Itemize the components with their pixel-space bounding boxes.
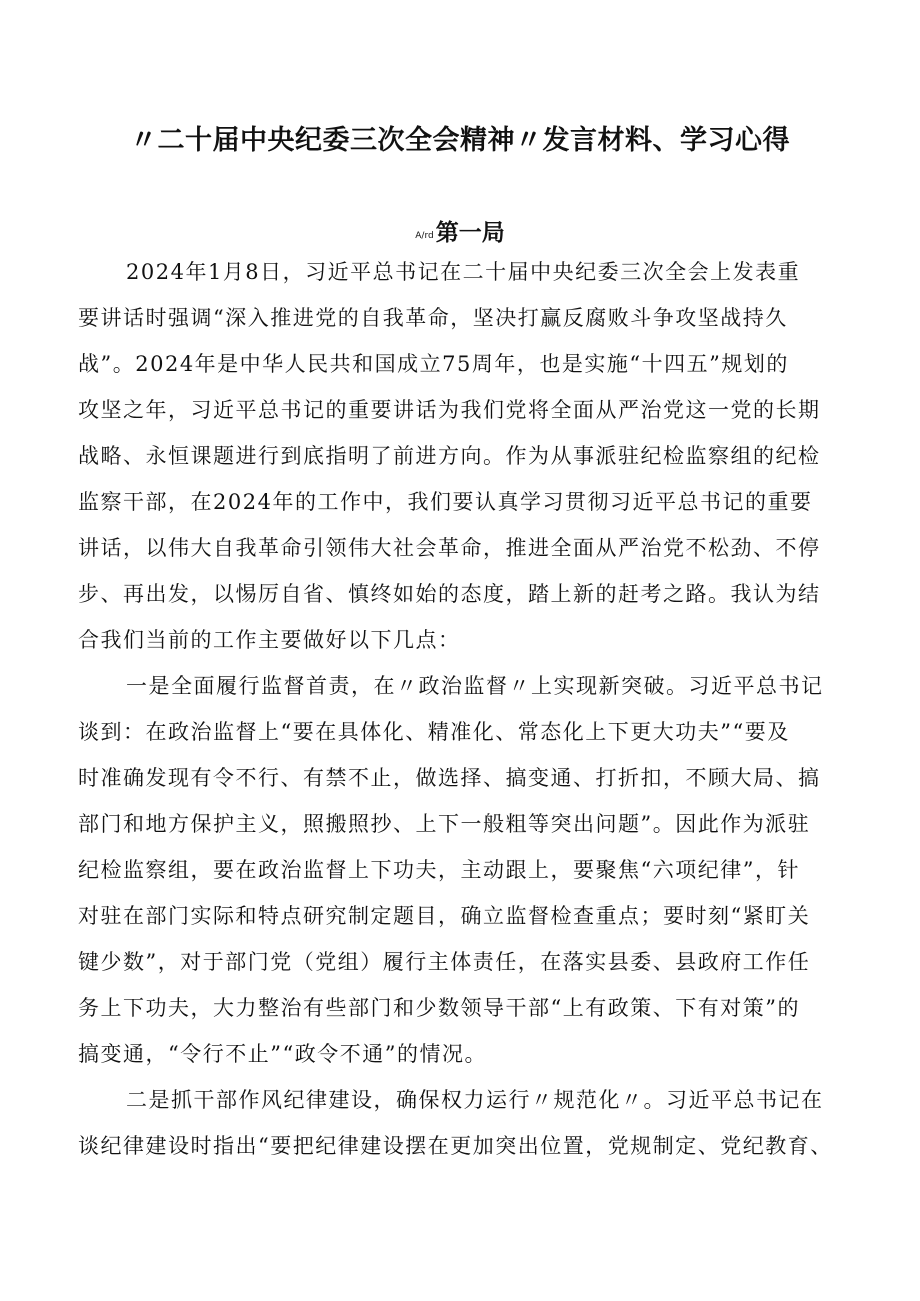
section-prefix: A/rd [415,231,434,241]
text-line: 纪检监察组，要在政治监督上下功夫，主动跟上，要聚焦“六项纪律”，针 [78,858,800,882]
text-line: 监察干部，在2024年的工作中，我们要认真学习贯彻习近平总书记的重要 [78,490,813,514]
document-body [78,256,862,1176]
paragraph-2 [78,670,862,1084]
section-title: 第一局 [435,220,505,246]
text-line: 战略、永恒课题进行到底指明了前进方向。作为从事派驻纪检监察组的纪检 [78,444,821,468]
text-line: 时准确发现有令不行、有禁不止，做选择、搞变通、打折扣，不顾大局、搞 [78,766,821,790]
text-line: 二是抓干部作风纪律建设，确保权力运行〃规范化〃。习近平总书记在 [126,1088,824,1112]
text-line: 一是全面履行监督首责，在〃政治监督〃上实现新突破。习近平总书记 [126,674,824,698]
section-heading [0,214,920,247]
text-line: 合我们当前的工作主要做好以下几点： [78,628,461,652]
document-title: 〃二十届中央纪委三次全会精神〃发言材料、学习心得 [130,125,790,156]
text-line: 2024年1月8日，习近平总书记在二十届中央纪委三次全会上发表重 [126,260,801,284]
text-line: 务上下功夫，大力整治有些部门和少数领导干部“上有政策、下有对策”的 [78,996,800,1020]
text-line: 对驻在部门实际和特点研究制定题目，确立监督检查重点；要时刻“紧盯关 [78,904,811,928]
text-line: 战”。2024年是中华人民共和国成立75周年，也是实施“十四五”规划的 [78,352,789,376]
text-line: 搞变通，“令行不止”“政令不通”的情况。 [78,1042,487,1066]
text-line: 步、再出发，以惕厉自省、慎终如始的态度，踏上新的赶考之路。我认为结 [78,582,821,606]
text-line: 要讲话时强调“深入推进党的自我革命，坚决打赢反腐败斗争攻坚战持久 [78,306,788,330]
text-line: 谈纪律建设时指出“要把纪律建设摆在更加突出位置，党规制定、党纪教育、 [78,1134,833,1158]
text-line: 攻坚之年，习近平总书记的重要讲话为我们党将全面从严治党这一党的长期 [78,398,821,422]
text-line: 讲话，以伟大自我革命引领伟大社会革命，推进全面从严治党不松劲、不停 [78,536,821,560]
text-line: 谈到：在政治监督上“要在具体化、精准化、常态化上下更大功夫”“要及 [78,720,790,744]
paragraph-3 [78,1084,862,1176]
paragraph-1 [78,256,862,670]
text-line: 键少数”，对于部门党（党组）履行主体责任，在落实县委、县政府工作任 [78,950,811,974]
text-line: 部门和地方保护主义，照搬照抄、上下一般粗等突出问题”。因此作为派驻 [78,812,811,836]
